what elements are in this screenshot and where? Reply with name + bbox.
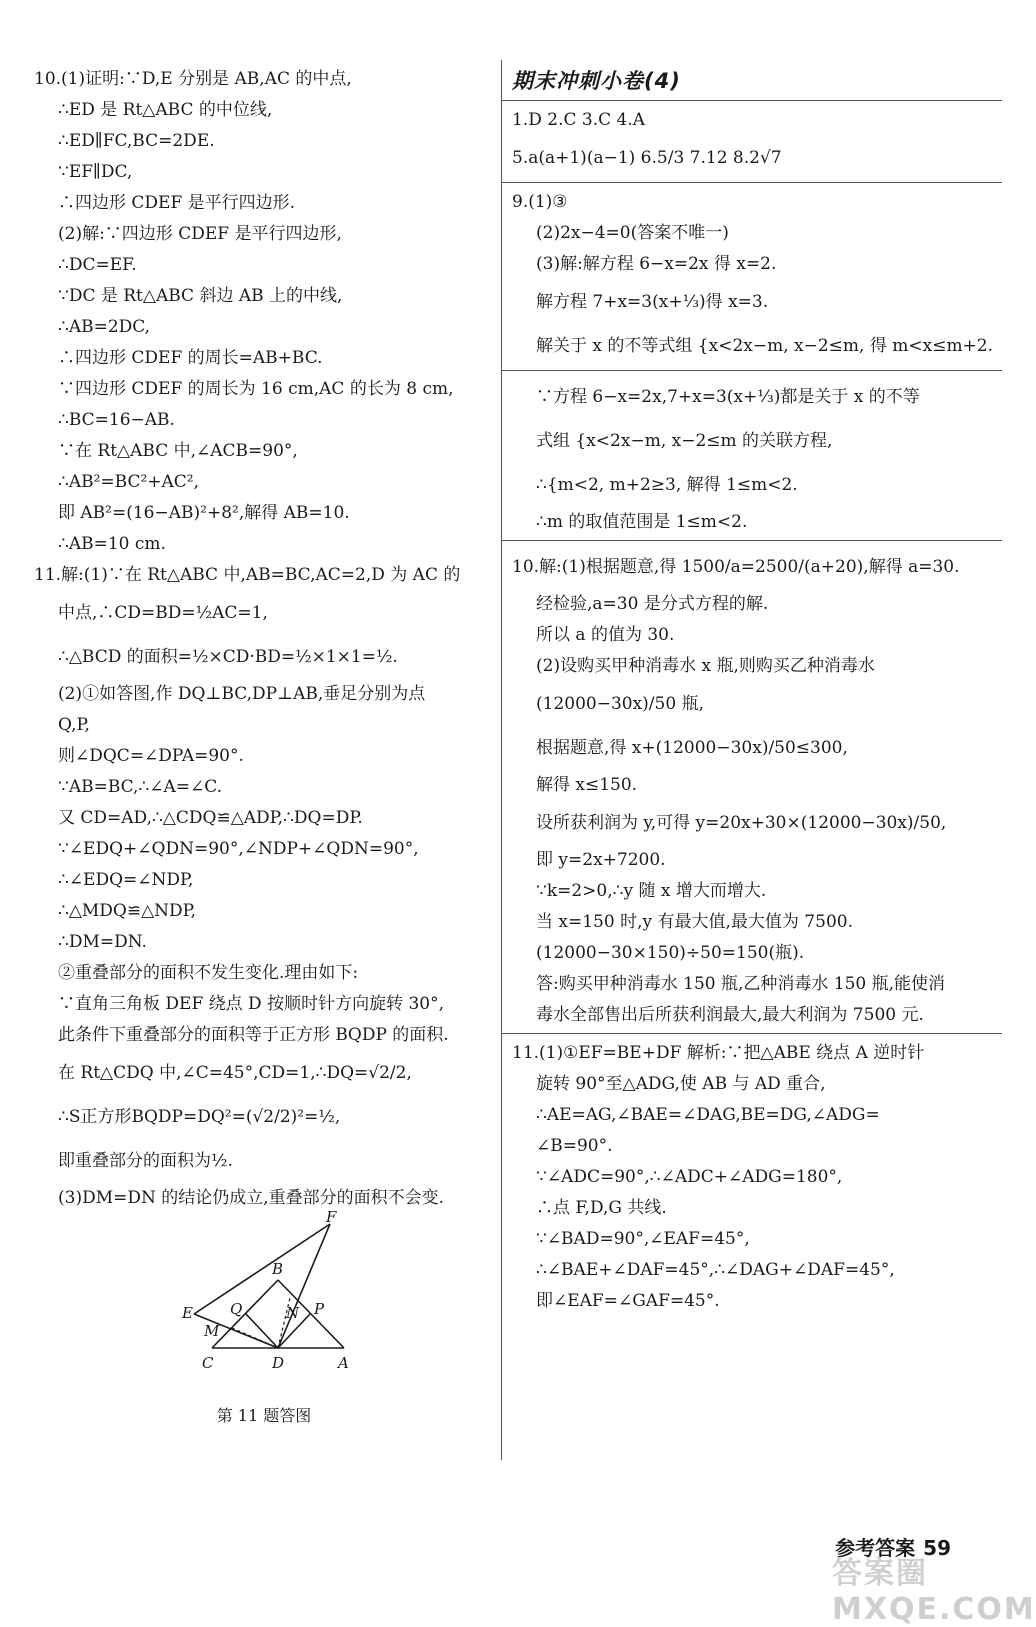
text-line: ∴点 F,D,G 共线. [536, 1198, 667, 1218]
divider-line [502, 1033, 1002, 1034]
text-line: ∵DC 是 Rt△ABC 斜边 AB 上的中线, [58, 286, 343, 306]
label-a: A [338, 1354, 349, 1372]
text-line: ②重叠部分的面积不发生变化.理由如下: [58, 963, 359, 983]
geometry-figure [34, 1208, 494, 1425]
text-line: ∴S正方形BQDP=DQ²=(√2/2)²=½, [58, 1107, 341, 1127]
text-line: 答:购买甲种消毒水 150 瓶,乙种消毒水 150 瓶,能使消 [536, 974, 946, 994]
text-line: 11.解:(1)∵在 Rt△ABC 中,AB=BC,AC=2,D 为 AC 的 [34, 565, 461, 585]
text-line: 即∠EAF=∠GAF=45°. [536, 1291, 720, 1311]
text-line: 式组 {x<2x−m, x−2≤m 的关联方程, [536, 431, 833, 451]
text-line: ∴ED∥FC,BC=2DE. [58, 131, 215, 151]
text-line: 此条件下重叠部分的面积等于正方形 BQDP 的面积. [58, 1025, 449, 1045]
text-line: ∴AE=AG,∠BAE=∠DAG,BE=DG,∠ADG= [536, 1105, 880, 1125]
text-line: 1.D 2.C 3.C 4.A [512, 110, 646, 130]
figure-caption: 第 11 题答图 [216, 1406, 312, 1425]
text-line: 5.a(a+1)(a−1) 6.5/3 7.12 8.2√7 [512, 148, 782, 168]
text-line: ∵直角三角板 DEF 绕点 D 按顺时针方向旋转 30°, [58, 994, 445, 1014]
text-line: ∴四边形 CDEF 是平行四边形. [58, 193, 296, 213]
text-line: ∴四边形 CDEF 的周长=AB+BC. [58, 348, 323, 368]
text-line: (3)DM=DN 的结论仍成立,重叠部分的面积不会变. [58, 1188, 445, 1208]
left-column [34, 64, 494, 1425]
text-line: 中点,∴CD=BD=½AC=1, [58, 603, 268, 623]
footer-label: 参考答案 [835, 1536, 916, 1560]
text-line: 设所获利润为 y,可得 y=20x+30×(12000−30x)/50, [536, 813, 947, 833]
text-line: ∴DC=EF. [58, 255, 137, 275]
text-line: ∵AB=BC,∴∠A=∠C. [58, 777, 223, 797]
text-line: 当 x=150 时,y 有最大值,最大值为 7500. [536, 912, 853, 932]
text-line: 毒水全部售出后所获利润最大,最大利润为 7500 元. [536, 1005, 924, 1025]
text-line: 旋转 90°至△ADG,使 AB 与 AD 重合, [536, 1074, 826, 1094]
label-f: F [326, 1208, 337, 1226]
text-line: ∴△MDQ≌△NDP, [58, 901, 197, 921]
text-line: ∴m 的取值范围是 1≤m<2. [536, 512, 748, 532]
text-line: ∵∠BAD=90°,∠EAF=45°, [536, 1229, 750, 1249]
label-e: E [182, 1304, 193, 1322]
text-line: 所以 a 的值为 30. [536, 625, 675, 645]
divider-line [502, 182, 1002, 183]
label-p: P [314, 1300, 325, 1318]
text-line: 则∠DQC=∠DPA=90°. [58, 746, 244, 766]
label-m: M [204, 1322, 220, 1340]
text-line: ∴∠BAE+∠DAF=45°,∴∠DAG+∠DAF=45°, [536, 1260, 895, 1280]
text-line: 根据题意,得 x+(12000−30x)/50≤300, [536, 738, 848, 758]
text-line: 又 CD=AD,∴△CDQ≌△ADP,∴DQ=DP. [58, 808, 363, 828]
text-line: 解方程 7+x=3(x+⅓)得 x=3. [536, 292, 769, 312]
text-line: ∴{m<2, m+2≥3, 解得 1≤m<2. [536, 475, 798, 495]
text-line: 解得 x≤150. [536, 775, 638, 795]
column-divider [501, 60, 502, 1460]
text-line: 10.(1)证明:∵D,E 分别是 AB,AC 的中点, [34, 69, 352, 89]
text-line: (3)解:解方程 6−x=2x 得 x=2. [536, 254, 777, 274]
text-line: (2)设购买甲种消毒水 x 瓶,则购买乙种消毒水 [536, 656, 875, 676]
text-line: ∵∠EDQ+∠QDN=90°,∠NDP+∠QDN=90°, [58, 839, 419, 859]
text-line: 10.解:(1)根据题意,得 1500/a=2500/(a+20),解得 a=30. [512, 557, 960, 577]
text-line: (2)2x−4=0(答案不唯一) [536, 223, 729, 243]
text-line: (12000−30x)/50 瓶, [536, 694, 704, 714]
text-line: ∵EF∥DC, [58, 162, 133, 182]
text-line: 解关于 x 的不等式组 {x<2x−m, x−2≤m, 得 m<x≤m+2. [536, 336, 994, 356]
text-line: ∴ED 是 Rt△ABC 的中位线, [58, 100, 273, 120]
divider-line [502, 100, 1002, 101]
section-title: 期末冲刺小卷(4) [512, 69, 681, 93]
text-line: ∴DM=DN. [58, 932, 147, 952]
text-line: ∴AB=2DC, [58, 317, 151, 337]
text-line: ∴BC=16−AB. [58, 410, 175, 430]
text-line: ∴∠EDQ=∠NDP, [58, 870, 194, 890]
text-line: ∵在 Rt△ABC 中,∠ACB=90°, [58, 441, 298, 461]
text-line: 在 Rt△CDQ 中,∠C=45°,CD=1,∴DQ=√2/2, [58, 1063, 412, 1083]
text-line: ∠B=90°. [536, 1136, 613, 1156]
text-line: 9.(1)③ [512, 192, 568, 212]
divider-line [502, 370, 1002, 371]
text-line: (2)解:∵四边形 CDEF 是平行四边形, [58, 224, 342, 244]
text-line: ∵方程 6−x=2x,7+x=3(x+⅓)都是关于 x 的不等 [536, 387, 920, 407]
text-line: Q,P, [58, 715, 90, 735]
text-line: (2)①如答图,作 DQ⊥BC,DP⊥AB,垂足分别为点 [58, 684, 426, 704]
text-line: ∵四边形 CDEF 的周长为 16 cm,AC 的长为 8 cm, [58, 379, 454, 399]
right-column [512, 64, 1002, 1317]
divider-line [502, 540, 1002, 541]
segment-ef [194, 1224, 330, 1314]
triangle-diagram [34, 1208, 494, 1398]
text-line: ∵k=2>0,∴y 随 x 增大而增大. [536, 881, 767, 901]
label-d: D [272, 1354, 285, 1372]
segment-qd [246, 1314, 278, 1348]
watermark: 答案圈 MXQE.COM [832, 1556, 1036, 1627]
text-line: 11.(1)①EF=BE+DF 解析:∵把△ABE 绕点 A 逆时针 [512, 1043, 925, 1063]
page-number: 59 [923, 1536, 951, 1560]
label-b: B [272, 1260, 284, 1278]
segment-fd [278, 1224, 330, 1348]
text-line: 即 AB²=(16−AB)²+8²,解得 AB=10. [58, 503, 350, 523]
text-line: ∵∠ADC=90°,∴∠ADC+∠ADG=180°, [536, 1167, 843, 1187]
text-line: ∴AB²=BC²+AC², [58, 472, 200, 492]
text-line: ∴AB=10 cm. [58, 534, 166, 554]
text-line: 即重叠部分的面积为½. [58, 1151, 233, 1171]
segment-md [232, 1328, 278, 1348]
text-line: ∴△BCD 的面积=½×CD·BD=½×1×1=½. [58, 647, 398, 667]
label-c: C [202, 1354, 214, 1372]
text-line: 即 y=2x+7200. [536, 850, 666, 870]
text-line: 经检验,a=30 是分式方程的解. [536, 594, 769, 614]
text-line: (12000−30×150)÷50=150(瓶). [536, 943, 805, 963]
label-n: N [286, 1304, 300, 1322]
label-q: Q [230, 1300, 243, 1318]
